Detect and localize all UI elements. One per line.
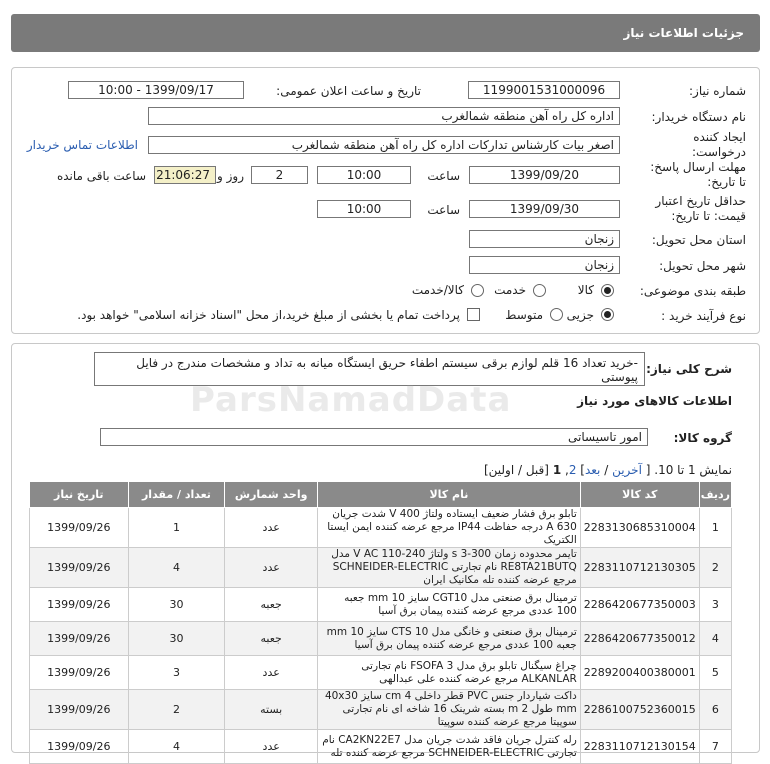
table-row[interactable] [30,508,732,548]
col-row-number: ردیف [699,482,731,508]
table-row[interactable] [30,656,732,690]
reply-time-field: 10:00 [317,166,411,184]
goods-group-label: گروه کالا: [673,431,732,445]
unit-cell: جعبه [225,622,318,656]
category-option-goods-service: کالا/خدمت [411,283,464,297]
process-radio-minor[interactable] [601,308,614,321]
goods-code-cell: 2289200400380001 [580,656,699,690]
need-number-field: 1199001531000096 [468,81,620,99]
goods-code-cell: 2286420677350003 [580,588,699,622]
row-number-cell: 4 [699,622,731,656]
creator-label-2: درخواست: [692,145,746,159]
reply-deadline-label-2: تا تاریخ: [707,175,746,189]
remaining-time-label: ساعت باقی مانده [56,169,146,183]
goods-table [29,481,732,764]
goods-name-cell: ترمینال برق صنعتی و خانگی مدل CTS 10 سایز mm 10 جعبه 100 عددی مرجع عرضه کننده پیمان برق آسیا [318,622,581,656]
table-row[interactable] [30,730,732,764]
unit-cell: بسته [225,690,318,730]
pager-rest: [قبل / اولین] [483,463,549,477]
quantity-cell: 30 [128,622,225,656]
row-number-cell: 1 [699,508,731,548]
contact-info-link[interactable]: اطلاعات تماس خریدار [26,138,138,152]
validity-label-2: قیمت: تا تاریخ: [671,209,746,223]
pager-last-link[interactable]: آخرین [612,463,642,477]
col-goods-name: نام کالا [318,482,581,508]
goods-name-cell: چراغ سیگنال تابلو برق مدل FSOFA 3 نام تجارتی ALKANLAR مرجع عرضه کننده علی عبدالهی [318,656,581,690]
process-option-medium: متوسط [505,308,543,322]
col-quantity: تعداد / مقدار [128,482,225,508]
process-label: نوع فرآیند خرید : [661,309,746,323]
unit-cell: عدد [225,730,318,764]
category-label: طبقه بندی موضوعی: [639,284,746,298]
days-field: 2 [251,166,308,184]
need-date-cell: 1399/09/26 [30,548,129,588]
process-option-minor: جزیی [566,308,594,322]
row-number-cell: 2 [699,548,731,588]
row-number-cell: 6 [699,690,731,730]
days-label: روز و [217,169,244,183]
reply-date-field: 1399/09/20 [469,166,620,184]
need-date-cell: 1399/09/26 [30,690,129,730]
goods-name-cell: تایمر محدوده زمان 300-3 s ولتاژ V AC 110-240 مدل RE8TA21BUTQ نام تجارتی SCHNEIDER-ELECTRIC مرجع عرضه کننده تله مکانیک ایران [318,548,581,588]
category-option-goods: کالا [577,283,594,297]
goods-table-header [30,482,732,508]
need-date-cell: 1399/09/26 [30,656,129,690]
watermark-text: ParsNamadData [190,380,512,420]
table-row[interactable] [30,588,732,622]
province-field: زنجان [469,230,620,248]
pager-page-2-link[interactable]: 2 [568,463,577,477]
goods-info-title: اطلاعات کالاهای مورد نیاز [577,394,732,408]
row-number-cell: 3 [699,588,731,622]
goods-name-cell: رله کنترل جریان فاقد شدت جریان مدل CA2KN22E7 نام تجارتی SCHNEIDER-ELECTRIC مرجع عرضه کننده تله [318,730,581,764]
col-need-date: تاریخ نیاز [30,482,129,508]
need-number-label: شماره نیاز: [689,84,746,98]
unit-cell: عدد [225,508,318,548]
pager-current-page: 1 [552,463,562,477]
creator-field: اصغر بیات کارشناس تدارکات اداره کل راه آهن منطقه شمالغرب [148,136,620,154]
quantity-cell: 30 [128,588,225,622]
treasury-checkbox[interactable] [467,308,480,321]
validity-time-label: ساعت [427,203,460,217]
validity-date-field: 1399/09/30 [469,200,620,218]
table-row[interactable] [30,622,732,656]
city-label: شهر محل تحویل: [659,259,746,273]
quantity-cell: 4 [128,548,225,588]
city-field: زنجان [469,256,620,274]
need-date-cell: 1399/09/26 [30,730,129,764]
page-header: جزئیات اطلاعات نیاز [11,14,760,52]
table-row[interactable] [30,690,732,730]
quantity-cell: 1 [128,508,225,548]
quantity-cell: 4 [128,730,225,764]
col-goods-code: کد کالا [580,482,699,508]
validity-time-field: 10:00 [317,200,411,218]
col-unit: واحد شمارش [225,482,318,508]
payment-note: پرداخت تمام یا بخشی از مبلغ خرید،از محل "اسناد خزانه اسلامی" خواهد بود. [77,308,460,322]
goods-name-cell: داکت شیاردار جنس PVC قطر داخلی cm 4 سایز 40x30 mm طول m 2 بسته شرینک 16 شاخه ای نام تجارتی سوپیتا مرجع عرضه کننده سوپیتا [318,690,581,730]
need-date-cell: 1399/09/26 [30,588,129,622]
creator-label: ایجاد کننده [693,130,746,144]
pager-next-link[interactable]: بعد [584,463,601,477]
goods-code-cell: 2283110712130305 [580,548,699,588]
table-row[interactable] [30,548,732,588]
goods-code-cell: 2286100752360015 [580,690,699,730]
goods-code-cell: 2283130685310004 [580,508,699,548]
row-number-cell: 7 [699,730,731,764]
need-date-cell: 1399/09/26 [30,508,129,548]
goods-group-field: امور تاسیساتی [100,428,648,446]
process-radio-medium[interactable] [550,308,563,321]
description-label: شرح کلی نیاز: [646,362,732,376]
reply-deadline-label: مهلت ارسال پاسخ: [650,160,746,174]
pager-prefix: نمایش 1 تا 10. [ [645,463,732,477]
remaining-time-field: 21:06:27 [154,166,216,184]
category-radio-goods-service[interactable] [471,284,484,297]
reply-time-label: ساعت [427,169,460,183]
unit-cell: جعبه [225,588,318,622]
category-radio-goods[interactable] [601,284,614,297]
validity-label: حداقل تاریخ اعتبار [655,194,746,208]
category-radio-service[interactable] [533,284,546,297]
announce-field: 1399/09/17 - 10:00 [68,81,244,99]
province-label: استان محل تحویل: [651,233,746,247]
goods-code-cell: 2286420677350012 [580,622,699,656]
buyer-org-field: اداره کل راه آهن منطقه شمالغرب [148,107,620,125]
announce-label: تاریخ و ساعت اعلان عمومی: [276,84,421,98]
pagination: نمایش 1 تا 10. [ آخرین / بعد] 2, 1 [قبل / اولین] [483,463,732,477]
need-date-cell: 1399/09/26 [30,622,129,656]
goods-code-cell: 2283110712130154 [580,730,699,764]
quantity-cell: 3 [128,656,225,690]
quantity-cell: 2 [128,690,225,730]
goods-name-cell: ترمینال برق صنعتی مدل CGT10 سایز mm 10 جعبه 100 عددی مرجع عرضه کننده پیمان برق آسیا [318,588,581,622]
buyer-org-label: نام دستگاه خریدار: [651,110,746,124]
row-number-cell: 5 [699,656,731,690]
unit-cell: عدد [225,548,318,588]
goods-name-cell: تابلو برق فشار ضعیف ایستاده ولتاژ V 400 شدت جریان 630 A درجه حفاظت IP44 مرجع عرضه کننده ایمن ایستا الکتریک [318,508,581,548]
unit-cell: عدد [225,656,318,690]
category-option-service: خدمت [494,283,526,297]
description-field: -خرید تعداد 16 قلم لوازم برقی سیستم اطفاء حریق ایستگاه میانه به تداد و مشخصات مندرج در فایل پیوستی [94,352,645,386]
